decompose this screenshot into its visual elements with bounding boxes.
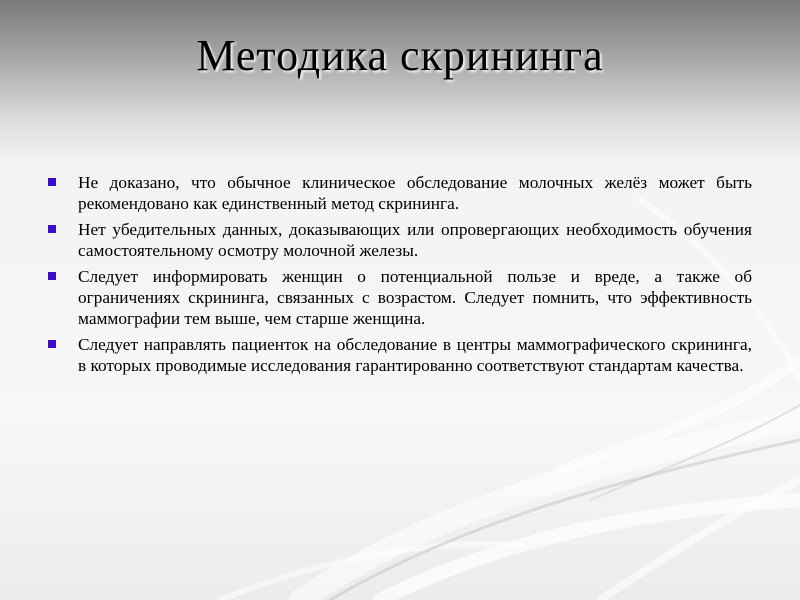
list-item <box>48 219 752 261</box>
square-bullet-icon <box>48 225 56 233</box>
list-item <box>48 334 752 376</box>
square-bullet-icon <box>48 340 56 348</box>
slide-title: Методика скрининга <box>196 31 604 80</box>
bullet-text: Не доказано, что обычное клиническое обследование молочных желёз может быть рекомендовано как единственный метод скрининга. <box>78 173 752 213</box>
bullet-text: Следует информировать женщин о потенциальной пользе и вреде, а также об ограничениях скрининга, связанных с возрастом. Следует помнить, что эффективность маммографии тем выше, чем старше женщина. <box>78 267 752 328</box>
square-bullet-icon <box>48 178 56 186</box>
square-bullet-icon <box>48 272 56 280</box>
list-item <box>48 172 752 214</box>
bullet-text: Следует направлять пациенток на обследование в центры маммографического скрининга, в которых проводимые исследования гарантированно соответствуют стандартам качества. <box>78 335 752 375</box>
list-item <box>48 266 752 329</box>
bullet-list <box>48 172 752 381</box>
bullet-text: Нет убедительных данных, доказывающих или опровергающих необходимость обучения самостоятельному осмотру молочной железы. <box>78 220 752 260</box>
